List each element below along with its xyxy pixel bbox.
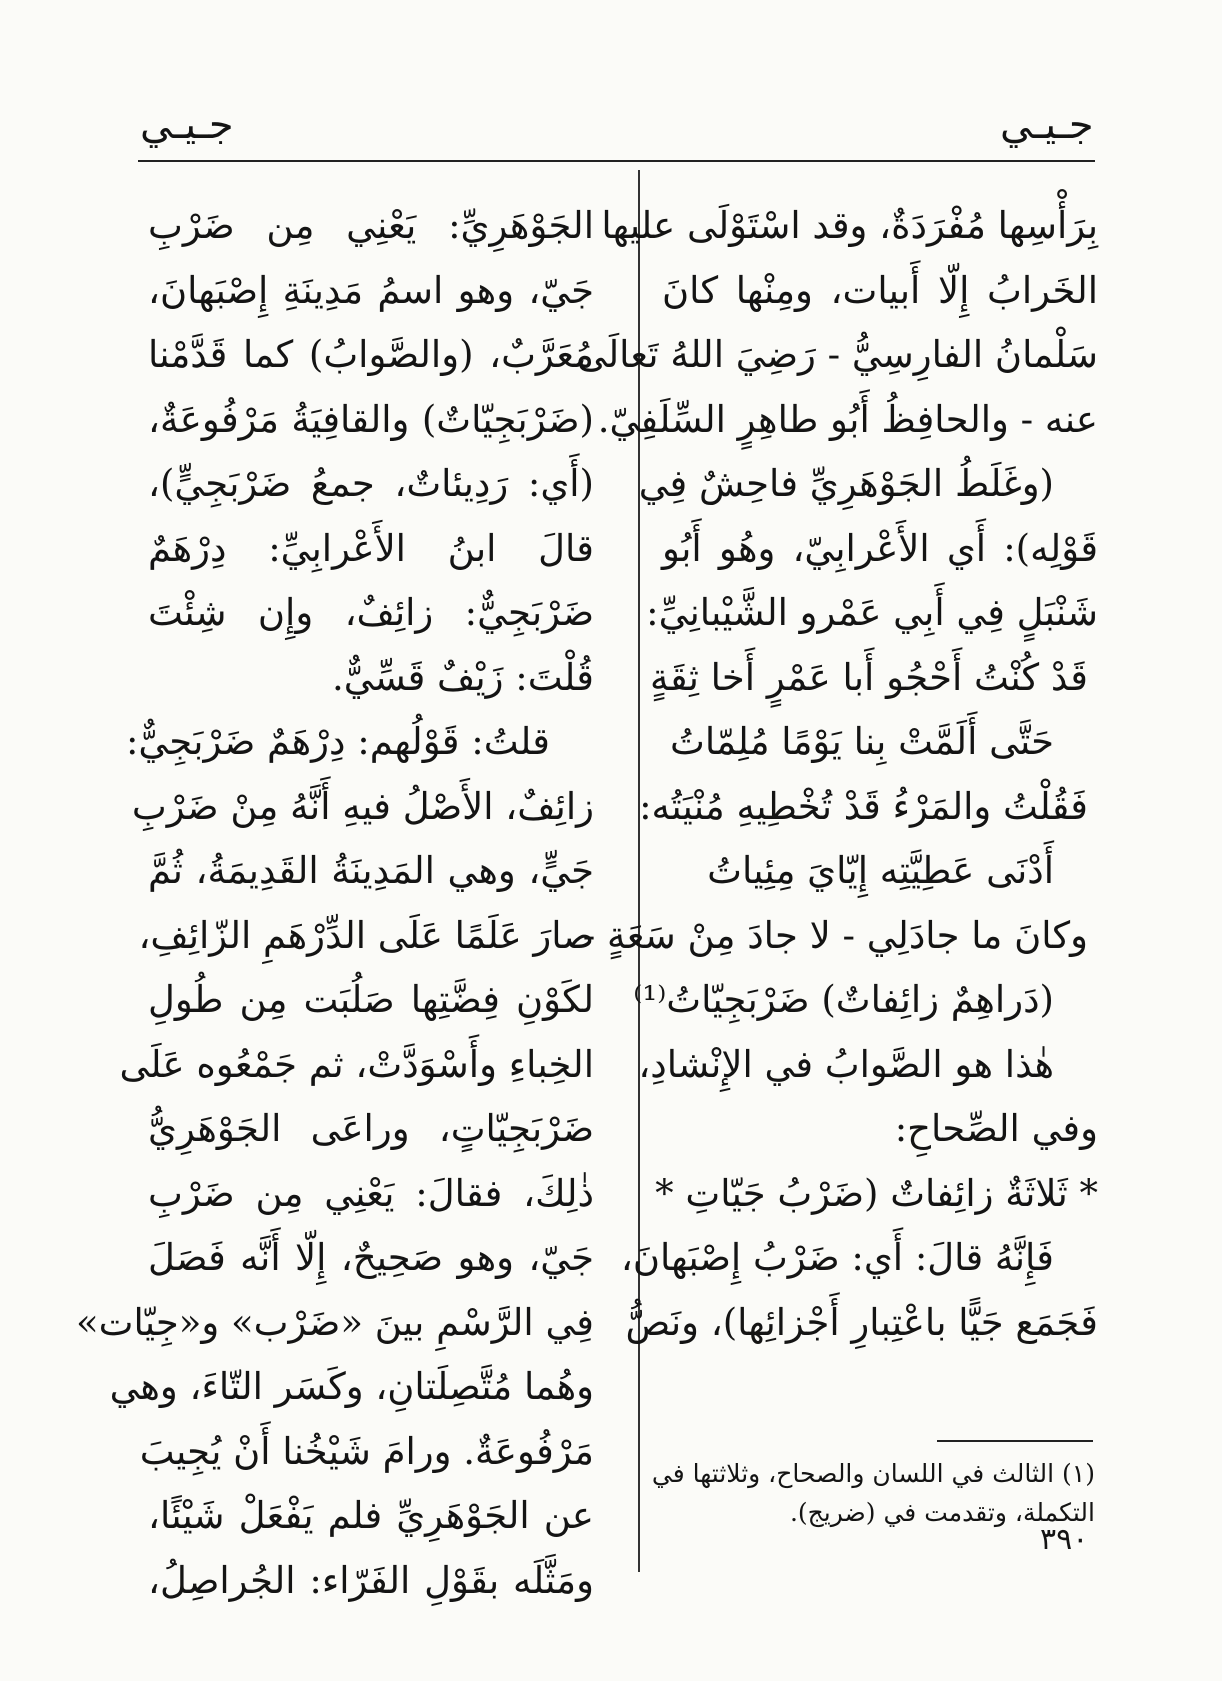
text-line: عن الجَوْهَرِيِّ فلم يَفْعَلْ شَيْئًا، (148, 1494, 594, 1537)
text-line: بِرَأْسِها مُفْرَدَةٌ، وقد اسْتَوْلَى عليها (601, 204, 1098, 247)
text-line: سَلْمانُ الفارِسِيُّ - رَضِيَ اللهُ تَعالَى (577, 333, 1098, 376)
text-line: الخَرابُ إِلّا أَبيات، ومِنْها كانَ (662, 268, 1098, 312)
right-column (577, 194, 1098, 1355)
verse-line: * ثَلاثَةٌ زائِفاتٌ (ضَرْبُ جَيّاتِ * (655, 1171, 1098, 1215)
verse-line: (دَراهِمٌ زائِفاتٌ) ضَرْبَجِيّاتُ⁽¹⁾ (633, 978, 1054, 1021)
text-line: عنه - والحافِظُ أَبُو طاهِرٍ السِّلَفِيّ. (597, 397, 1098, 441)
text-line: (ضَرْبَجِيّاتٌ) والقافِيَةُ مَرْفُوعَةٌ، (148, 397, 594, 441)
text-line: وهُما مُتَّصِلَتانِ، وكَسَر التّاءَ، وهي (109, 1365, 594, 1408)
page-number: ٣٩٠ (1040, 1522, 1089, 1557)
text-line: ومَثَّلَه بقَوْلِ الفَرّاء: الجُراصِلُ، (148, 1558, 594, 1602)
header-rule (138, 160, 1095, 162)
text-line: الخِباءِ وأَسْوَدَّتْ، ثم جَمْعُوه عَلَى (119, 1042, 594, 1086)
text-line: الجَوْهَرِيِّ: يَعْنِي مِن ضَرْبِ (148, 204, 594, 247)
running-header-right: جـيـي (1000, 102, 1094, 148)
text-line: ضَرْبَجِيٌّ: زائِفٌ، وإِن شِئْتَ (148, 591, 594, 634)
text-line: جَيّ، وهو صَحِيحٌ، إِلّا أَنَّه فَصَلَ (148, 1236, 594, 1279)
footnote-rule (937, 1440, 1093, 1442)
text-line: جَيٍّ، وهي المَدِينَةُ القَدِيمَةُ، ثُمَّ (148, 849, 594, 892)
verse-line: قَدْ كُنْتُ أَحْجُو أَبا عَمْرٍ أَخا ثِقَةٍ (650, 655, 1088, 699)
text-line: جَيّ، وهو اسمُ مَدِينَةِ إِصْبَهانَ، (148, 268, 594, 312)
text-line: مَرْفُوعَةٌ. ورامَ شَيْخُنا أَنْ يُجِيبَ (139, 1429, 594, 1473)
text-line: فَجَمَع جَيًّا باعْتِبارِ أَجْزائِها)، ونَصُّ (625, 1300, 1098, 1344)
footnote (651, 1454, 1095, 1532)
text-line: ذٰلِكَ، فقالَ: يَعْنِي مِن ضَرْبِ (148, 1171, 594, 1215)
text-line: (أَي: رَدِيئاتٌ، جمعُ ضَرْبَجِيٍّ)، (148, 462, 594, 505)
text-line: مُعَرَّبٌ، (والصَّوابُ) كما قَدَّمْنا (148, 333, 594, 376)
verse-line: حَتَّى أَلَمَّتْ بِنا يَوْمًا مُلِمّاتُ (669, 720, 1054, 763)
text-line: (وغَلَطُ الجَوْهَرِيِّ فاحِشٌ فِي (638, 462, 1054, 505)
footnote-line: (١) الثالث في اللسان والصحاح، وثلاثتها في (651, 1459, 1095, 1488)
text-line: فِي الرَّسْمِ بينَ «ضَرْب» و«جِيّات» (75, 1300, 594, 1344)
running-header-left: جـيـي (140, 102, 234, 148)
text-line: قلتُ: قَوْلُهم: دِرْهَمٌ ضَرْبَجِيٌّ: (125, 720, 550, 763)
text-line: قُلْتَ: زَيْفٌ قَسِّيٌّ. (331, 655, 594, 699)
text-line: لكَوْنِ فِضَّتِها صَلُبَت مِن طُولِ (148, 978, 594, 1021)
text-line: قَوْلِه): أَي الأَعْرابِيّ، وهُو أَبُو (662, 526, 1098, 570)
text-line: شَنْبَلٍ فِي أَبِي عَمْرو الشَّيْبانِيِّ: (646, 591, 1098, 634)
text-line: صارَ عَلَمًا عَلَى الدِّرْهَمِ الزّائِفِ، (138, 913, 594, 957)
verse-line: أَدْنَى عَطِيَّتِه إِيّايَ مِئِياتُ (707, 849, 1054, 892)
verse-line: فَقُلْتُ والمَرْءُ قَدْ تُخْطِيهِ مُنْيَتُه: (639, 784, 1088, 828)
text-line: وفي الصِّحاحِ: (894, 1107, 1098, 1150)
text-line: فَإِنَّهُ قالَ: أَي: ضَرْبُ إِصْبَهانَ، (620, 1236, 1054, 1279)
text-line: ضَرْبَجِيّاتٍ، وراعَى الجَوْهَرِيُّ (148, 1107, 594, 1150)
text-line: هٰذا هو الصَّوابُ في الإِنْشادِ، (638, 1042, 1054, 1086)
footnote-line: التكملة، وتقدمت في (ضريج). (789, 1498, 1095, 1527)
text-line: زائِفٌ، الأَصْلُ فيهِ أَنَّهُ مِنْ ضَرْبِ (131, 784, 594, 828)
verse-line: وكانَ ما جادَلِي - لا جادَ مِنْ سَعَةٍ - (582, 913, 1088, 957)
text-line: قالَ ابنُ الأَعْرابِيِّ: دِرْهَمٌ (148, 526, 594, 570)
left-column (75, 194, 594, 1613)
